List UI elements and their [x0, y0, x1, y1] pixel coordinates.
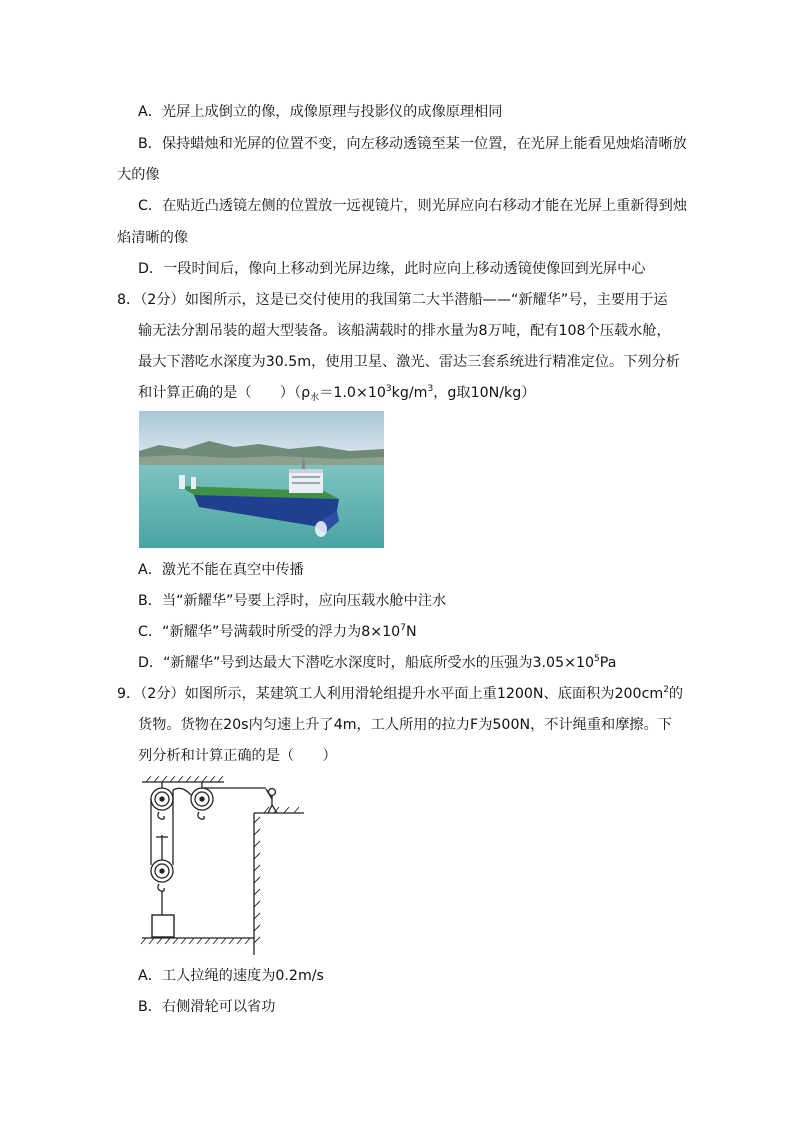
q8-option-d: D．“新耀华”号到达最大下潜吃水深度时，船底所受水的压强为$3.05\times 10^5Pa$: [138, 654, 617, 671]
q8-stem-line4: 和计算正确的是（ ）（$\rho_水=1.0\times 10^3kg/m^3$，g取10N/kg）: [138, 384, 536, 403]
ship-photo: [139, 411, 384, 548]
q7-option-c-line2: 焰清晰的像: [117, 230, 188, 246]
q9-option-a: A．工人拉绳的速度为0.2m/s: [138, 968, 324, 984]
q7-option-b-line1: B．保持蜡烛和光屏的位置不变，向左移动透镜至某一位置，在光屏上能看见烛焰清晰放: [138, 136, 687, 152]
pulley-diagram: [138, 775, 308, 957]
q8-stem-line1: 8．（2分）如图所示，这是已交付使用的我国第二大半潜船——“新耀华”号，主要用于运: [117, 292, 668, 308]
q7-option-a: A．光屏上成倒立的像，成像原理与投影仪的成像原理相同: [138, 104, 503, 120]
q9-stem-line1: 9．（2分）如图所示，某建筑工人利用滑轮组提升水平面上重1200N、底面积为$200cm^2$的: [117, 685, 684, 702]
q7-option-b-line2: 大的像: [117, 167, 160, 183]
q8-stem-line3: 最大下潜吃水深度为30.5m，使用卫星、激光、雷达三套系统进行精准定位。下列分析: [138, 354, 680, 370]
q7-option-d: D．一段时间后，像向上移动到光屏边缘，此时应向上移动透镜使像回到光屏中心: [138, 261, 646, 277]
q8-stem-line2: 输无法分割吊装的超大型装备。该船满载时的排水量为8万吨，配有108个压载水舱，: [138, 323, 671, 339]
q8-option-a: A．激光不能在真空中传播: [138, 562, 304, 578]
q9-stem-line3: 列分析和计算正确的是（ ）: [138, 748, 337, 764]
q9-option-b: B．右侧滑轮可以省功: [138, 999, 276, 1015]
q7-option-c-line1: C．在贴近凸透镜左侧的位置放一远视镜片，则光屏应向右移动才能在光屏上重新得到烛: [138, 198, 688, 214]
q8-option-b: B．当“新耀华”号要上浮时，应向压载水舱中注水: [138, 593, 447, 609]
q8-option-c: C．“新耀华”号满载时所受的浮力为$8\times 10^7N$: [138, 623, 417, 640]
q9-stem-line2: 货物。货物在20s内匀速上升了4m，工人所用的拉力F为500N，不计绳重和摩擦。下: [138, 717, 672, 733]
